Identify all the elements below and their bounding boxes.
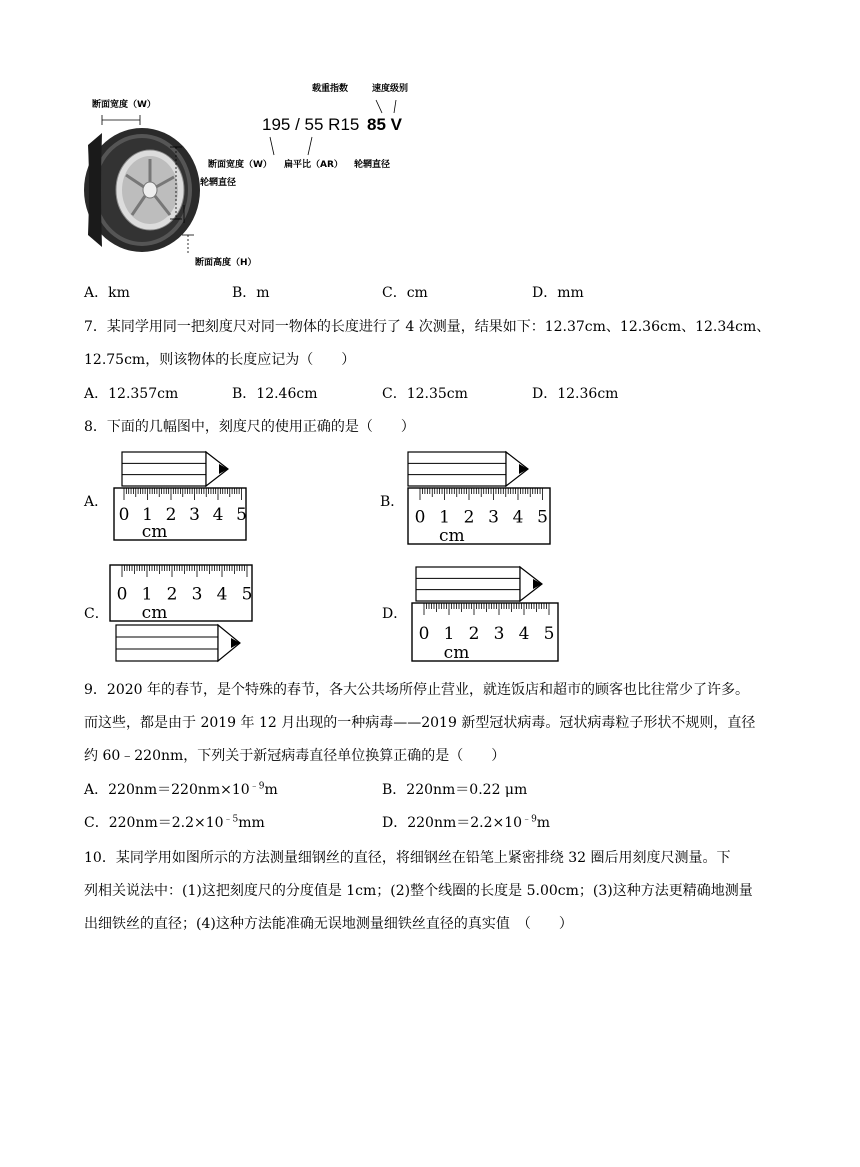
ruler-number: 3 <box>488 507 499 528</box>
q9-option-c: C．$220nm=2.2\times 10^{﹣5}mm$ <box>84 814 265 831</box>
ruler-number: 4 <box>216 584 228 605</box>
q10-stem-line2: 列相关说法中：(1)这把刻度尺的分度值是 1cm；(2)整个线圈的长度是 5.00cm；(3)这种方法更精确地测量 <box>84 883 753 899</box>
ruler <box>114 488 247 542</box>
ruler-number: 5 <box>241 584 253 605</box>
q9-stem-line3: 约 60﹣220nm，下列关于新冠病毒直径单位换算正确的是（ ） <box>84 748 506 764</box>
ruler-number: 5 <box>537 507 548 528</box>
ruler <box>110 565 252 623</box>
ruler-number: 0 <box>414 507 426 528</box>
q7-option-b: B．12.46cm <box>232 386 318 402</box>
tire-code-part2: 85 V <box>367 115 402 134</box>
q9-option-b: B．220nm＝0.22 μm <box>382 782 528 798</box>
ruler-number: 2 <box>166 584 178 605</box>
ruler-unit: cm <box>141 603 168 623</box>
ruler-number: 1 <box>141 584 153 605</box>
ruler-number: 3 <box>493 623 505 644</box>
q7-stem-line1: 7．某同学用同一把刻度尺对同一物体的长度进行了 4 次测量，结果如下：12.37cm、12.36cm、12.34cm、 <box>84 319 771 335</box>
ruler-number: 1 <box>439 507 450 528</box>
ruler-number: 3 <box>189 505 200 526</box>
ruler-number: 1 <box>142 505 153 526</box>
speed-rating-label: 速度级别 <box>372 84 409 94</box>
ruler-number: 0 <box>116 584 128 605</box>
ruler-unit: cm <box>443 643 470 663</box>
q6-option-b: B．m <box>232 285 270 301</box>
ruler-number: 4 <box>518 623 530 644</box>
q8-figure-a-letter: A． <box>84 494 109 510</box>
q8-figure-d <box>410 565 562 665</box>
ruler-number: 0 <box>118 505 130 526</box>
q8-figure-d-letter: D． <box>382 606 408 622</box>
ruler-number: 3 <box>191 584 203 605</box>
tire-figure <box>70 75 430 275</box>
section-height-label: 断面高度（H） <box>195 258 257 268</box>
ruler <box>412 603 558 663</box>
load-index-label: 载重指数 <box>312 84 349 94</box>
q8-figure-c-letter: C． <box>84 606 109 622</box>
ruler-number: 2 <box>463 507 475 528</box>
q7-option-d: D．12.36cm <box>532 386 619 402</box>
q7-option-c: C．12.35cm <box>382 386 468 402</box>
pencil <box>122 452 228 486</box>
q8-figure-b <box>406 450 554 546</box>
q8-figure-b-letter: B． <box>380 494 405 510</box>
q9-option-a: A．$220nm=220nm\times 10^{﹣9}m$ <box>84 781 278 798</box>
ruler-unit: cm <box>439 526 465 546</box>
ruler <box>408 488 550 546</box>
q9-stem-line1: 9．2020 年的春节，是个特殊的春节，各大公共场所停止营业，就连饭店和超市的顾客也比往常少了许多。 <box>84 682 749 698</box>
ruler-number: 1 <box>443 623 455 644</box>
rim-diameter-code-label: 轮辋直径 <box>354 160 391 170</box>
ruler-number: 4 <box>212 505 224 526</box>
q9-option-d: D．$220nm=2.2\times 10^{﹣9}m$ <box>382 814 551 831</box>
ruler-number: 0 <box>418 623 430 644</box>
q10-stem-line3: 出细铁丝的直径；(4)这种方法能准确无误地测量细铁丝直径的真实值 （ ） <box>84 916 573 932</box>
pencil <box>116 625 240 661</box>
ruler-unit: cm <box>141 522 168 542</box>
q7-option-a: A．12.357cm <box>84 386 179 402</box>
q6-option-a: A．km <box>84 285 130 301</box>
q9-stem-line2: 而这些，都是由于 2019 年 12 月出现的一种病毒——2019 新型冠状病毒。冠状病毒粒子形状不规则，直径 <box>84 715 756 731</box>
ruler-number: 2 <box>165 505 177 526</box>
rim-diameter-side-label: 轮辋直径 <box>200 178 237 188</box>
pencil <box>408 452 528 486</box>
tire-code-part1: 195 / 55 R15 <box>262 115 360 134</box>
ruler-number: 5 <box>543 623 555 644</box>
q8-figure-a <box>112 448 252 542</box>
q8-figure-c <box>108 563 256 667</box>
section-width-code-label: 断面宽度（W） <box>208 160 272 170</box>
ruler-number: 2 <box>468 623 480 644</box>
q6-option-d: D．mm <box>532 285 584 301</box>
section-width-top-label: 断面宽度（W） <box>92 100 156 110</box>
q10-stem-line1: 10．某同学用如图所示的方法测量细钢丝的直径，将细钢丝在铅笔上紧密排绕 32 圈后用刻度尺测量。下 <box>84 850 731 866</box>
aspect-ratio-label: 扁平比（AR） <box>284 160 343 170</box>
pencil <box>416 567 542 601</box>
ruler-number: 5 <box>236 505 247 526</box>
q8-stem: 8．下面的几幅图中，刻度尺的使用正确的是（ ） <box>84 419 415 435</box>
ruler-number: 4 <box>512 507 524 528</box>
q7-stem-line2: 12.75cm，则该物体的长度应记为（ ） <box>84 352 356 368</box>
q6-option-c: C．cm <box>382 285 428 301</box>
